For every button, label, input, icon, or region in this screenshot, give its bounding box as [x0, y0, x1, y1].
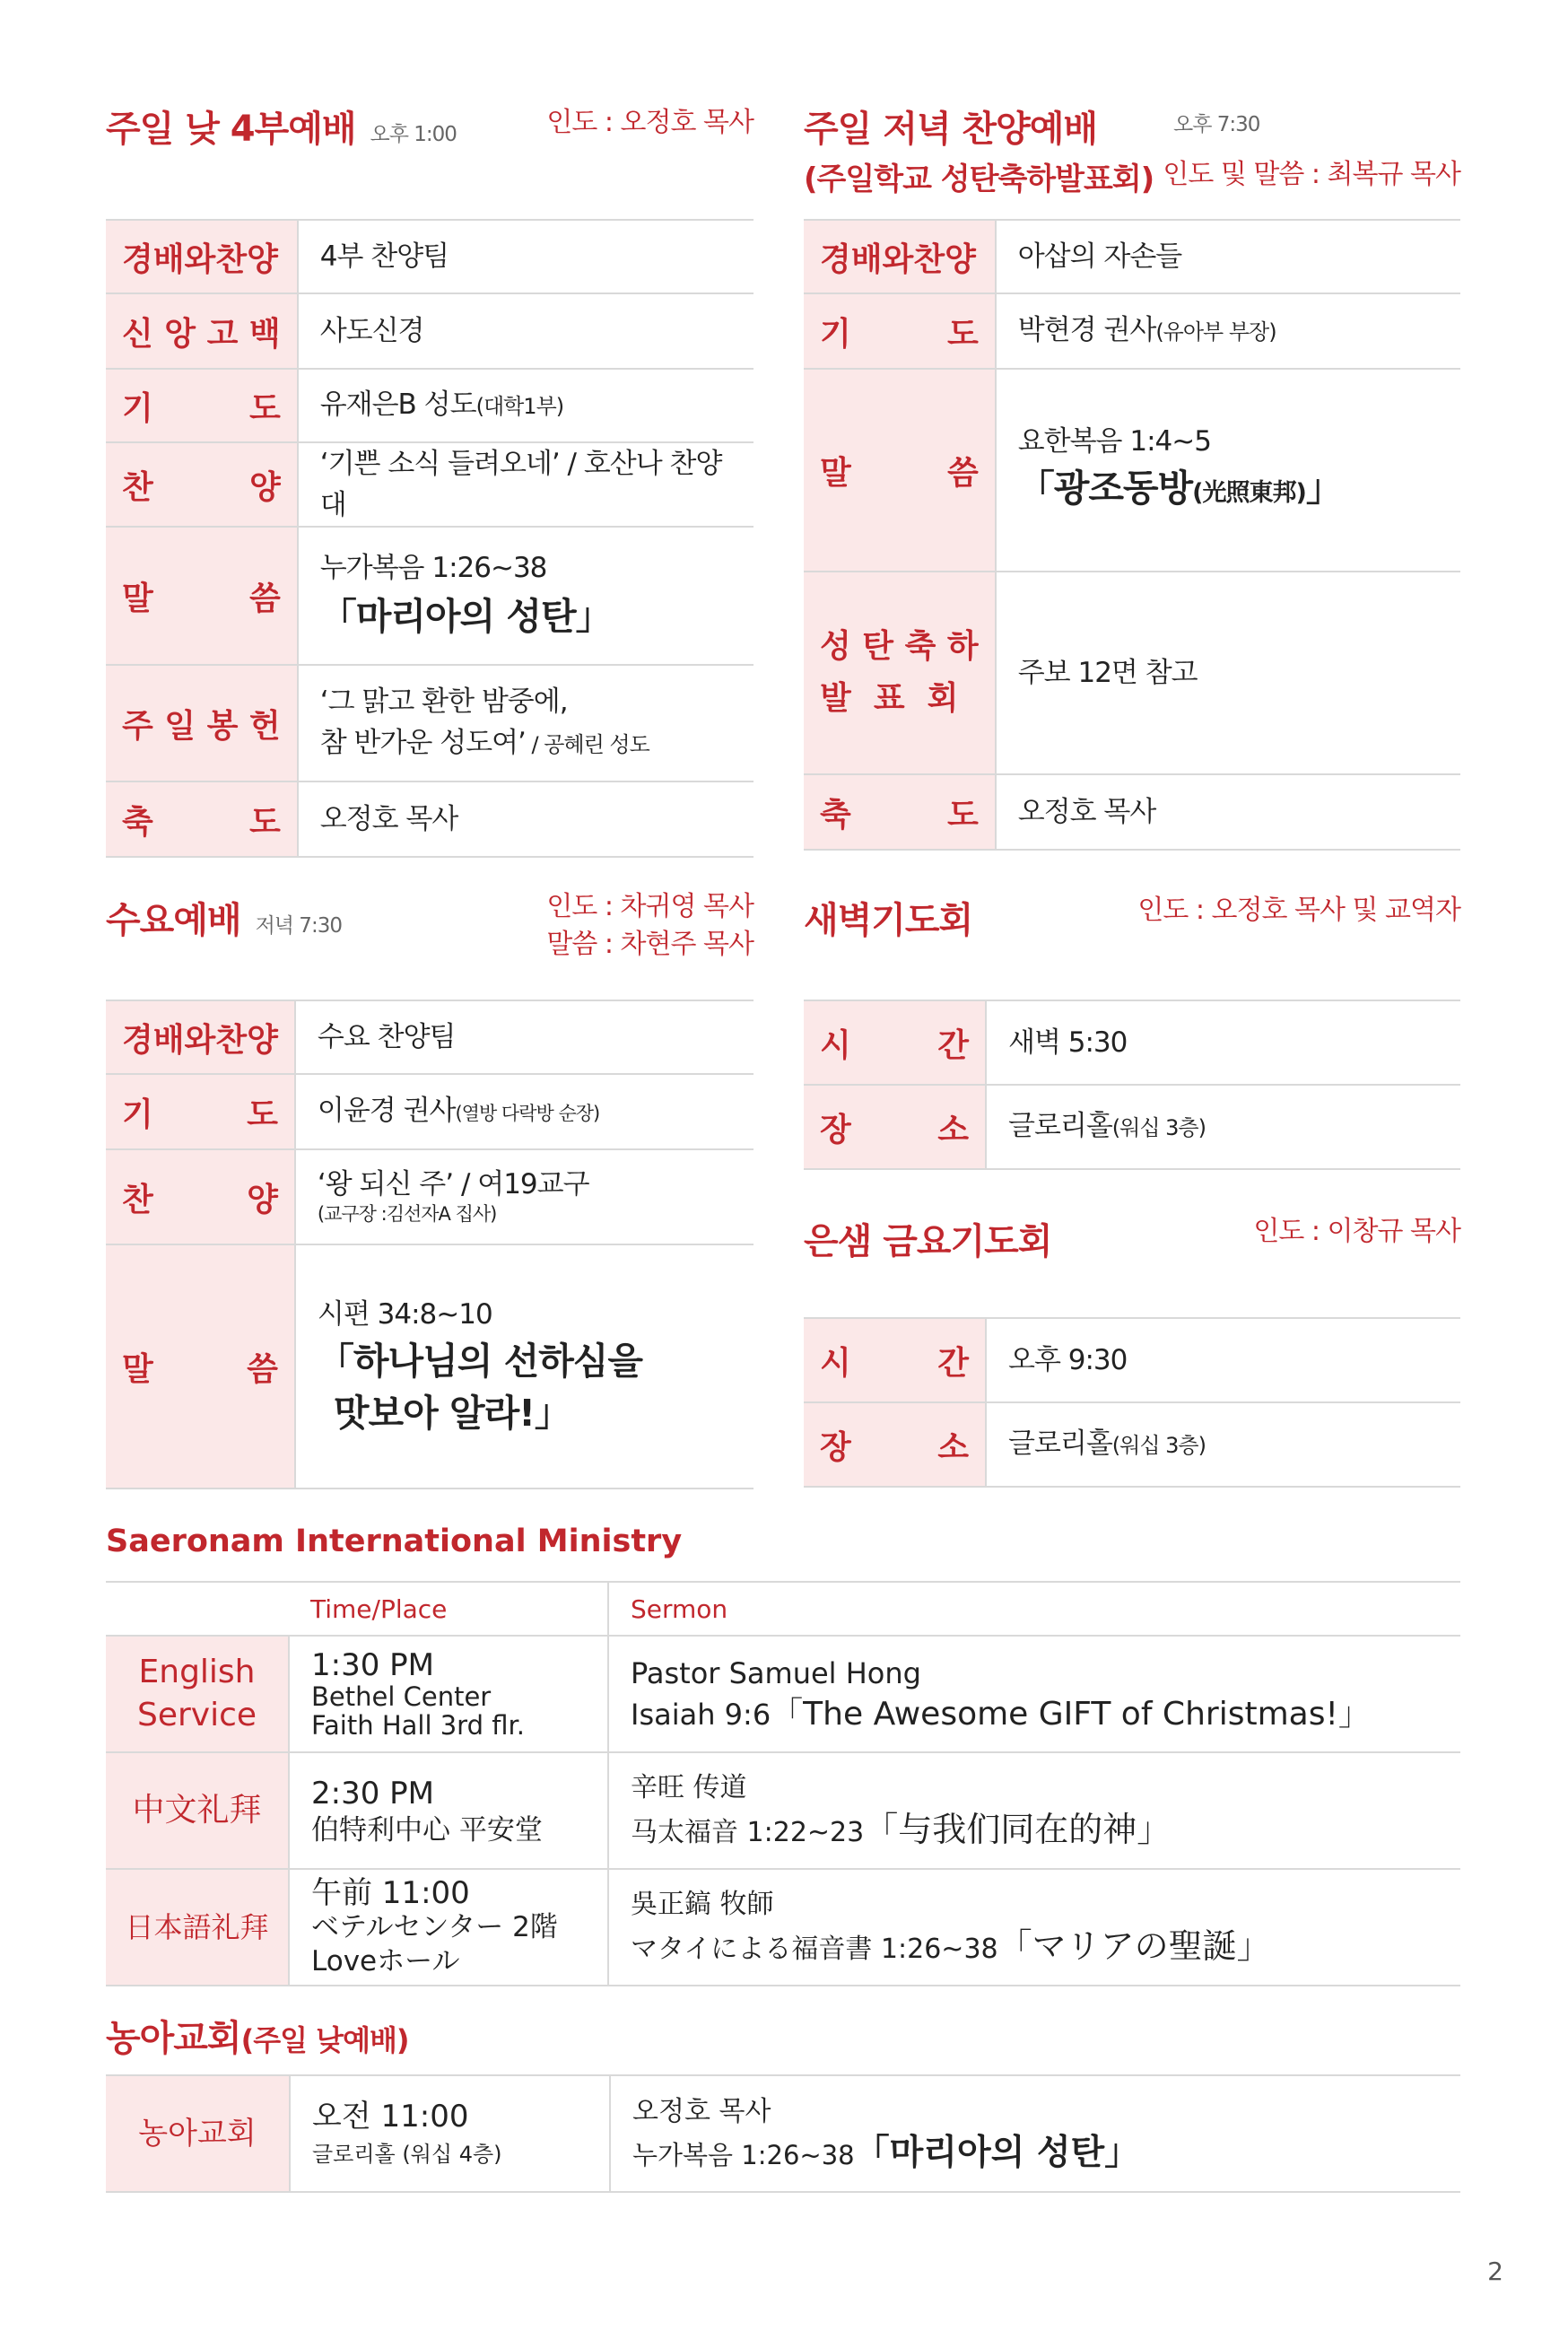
friday-title: 은샘 금요기도회 [804, 1221, 1052, 1262]
section-title-text: 주일 낮 4부예배 [106, 109, 356, 150]
dawn-table [804, 1000, 1460, 1170]
order-row [804, 1318, 1460, 1402]
deaf-label: 농아교회 [106, 2075, 290, 2192]
order-row [106, 781, 754, 857]
header-sermon: Sermon [608, 1582, 1460, 1636]
sermon-title: 「하나님의 선하심을 맛보아 알라!」 [317, 1340, 643, 1435]
order-value: 글로리홀(워십 3층) [986, 1085, 1460, 1169]
order-label: 축 도 [106, 781, 298, 857]
order-label: 장 소 [804, 1402, 986, 1487]
page-number: 2 [1487, 2257, 1503, 2286]
order-row [106, 1000, 754, 1074]
japanese-sermon: 吳正鎬 牧師 マタイによる福音書 1:26~38「マリアの聖誕」 [608, 1869, 1460, 1986]
deaf-table [106, 2074, 1460, 2193]
chinese-sermon: 辛旺 传道 马太福音 1:22~23「与我们同在的神」 [608, 1752, 1460, 1869]
order-row [106, 220, 754, 293]
sunday4-title [106, 100, 457, 152]
offering-line-2: 참 반가운 성도여’ / 공혜린 성도 [319, 727, 649, 759]
order-value: 오후 9:30 [986, 1318, 1460, 1402]
order-value: 주보 12면 참고 [996, 572, 1460, 774]
order-row [106, 1244, 754, 1489]
sermon-title: 「마리아의 성탄」 [319, 595, 612, 638]
order-value: 사도신경 [298, 293, 754, 369]
order-value: 글로리홀(워십 3층) [986, 1402, 1460, 1487]
chinese-service-label: 中文礼拜 [106, 1752, 289, 1869]
order-label: 말 씀 [804, 369, 996, 572]
order-label: 신 앙 고 백 [106, 293, 298, 369]
english-service-row [106, 1636, 1460, 1752]
order-label: 축 도 [804, 774, 996, 850]
deaf-title: 농아교회(주일 낮예배) [106, 2018, 409, 2059]
english-service-label: English Service [106, 1636, 289, 1752]
evening-time: 오후 7:30 [1173, 113, 1260, 136]
order-row [106, 293, 754, 369]
english-sermon: Pastor Samuel Hong Isaiah 9:6「The Awesome GIFT of Christmas!」 [608, 1636, 1460, 1752]
scripture-ref: 요한복음 1:4~5 [1017, 425, 1211, 458]
order-label: 성 탄 축 하 발 표 회 [804, 572, 996, 774]
evening-leader: 인도 및 말씀 : 최복규 목사 [1163, 159, 1460, 190]
sunday4-section [106, 99, 754, 852]
order-label: 장 소 [804, 1085, 986, 1169]
order-row [804, 1402, 1460, 1487]
wednesday-leader: 인도 : 차귀영 목사 말씀 : 차현주 목사 [546, 891, 754, 960]
order-value: 박현경 권사(유아부 부장) [996, 293, 1460, 369]
sermon-title: 「광조동방(光照東邦)」 [1017, 467, 1342, 510]
sermon-cell [295, 1244, 754, 1489]
friday-section [804, 1211, 1460, 1498]
wednesday-section [106, 888, 754, 1498]
english-time-place: 1:30 PM Bethel Center Faith Hall 3rd flr. [289, 1636, 608, 1752]
sermon-cell [298, 527, 754, 665]
order-label: 기 도 [106, 1074, 295, 1149]
deaf-row [106, 2075, 1460, 2192]
order-label: 말 씀 [106, 527, 298, 665]
scripture-ref: 누가복음 1:26~38 [319, 552, 547, 584]
evening-title: 주일 저녁 찬양예배 [804, 109, 1097, 150]
order-label: 경배와찬양 [804, 220, 996, 293]
sermon-cell [996, 369, 1460, 572]
order-value: 유재은B 성도(대학1부) [298, 369, 754, 442]
offering-cell [298, 665, 754, 781]
deaf-time-place: 오전 11:00 글로리홀 (워십 4층) [290, 2075, 610, 2192]
chinese-service-row [106, 1752, 1460, 1869]
dawn-title: 새벽기도회 [804, 900, 973, 941]
order-row [106, 1149, 754, 1244]
order-row [106, 527, 754, 665]
order-label: 기 도 [106, 369, 298, 442]
service-time: 오후 1:00 [370, 123, 457, 146]
order-row [106, 442, 754, 527]
order-row [106, 665, 754, 781]
order-row [804, 774, 1460, 850]
order-value: 새벽 5:30 [986, 1000, 1460, 1085]
order-label: 시 간 [804, 1000, 986, 1085]
header-time-place: Time/Place [289, 1582, 608, 1636]
order-value: 오정호 목사 [298, 781, 754, 857]
order-label: 말 씀 [106, 1244, 295, 1489]
order-row [804, 1085, 1460, 1169]
order-value: ‘기쁜 소식 들려오네’ / 호산나 찬양대 [298, 442, 754, 527]
order-label: 기 도 [804, 293, 996, 369]
friday-leader: 인도 : 이창규 목사 [1253, 1216, 1460, 1247]
scripture-ref: 시편 34:8~10 [317, 1298, 492, 1331]
dawn-leader: 인도 : 오정호 목사 및 교역자 [1137, 895, 1460, 926]
sunday-evening-section [804, 99, 1460, 852]
sunday4-order-table [106, 219, 754, 858]
order-row [106, 1074, 754, 1149]
service-time: 저녁 7:30 [255, 914, 342, 938]
friday-table [804, 1317, 1460, 1488]
order-value: 오정호 목사 [996, 774, 1460, 850]
offering-line-1: ‘그 맑고 환한 밤중에, [319, 685, 568, 718]
deaf-sermon: 오정호 목사 누가복음 1:26~38「마리아의 성탄」 [610, 2075, 1460, 2192]
japanese-service-label: 日本語礼拜 [106, 1869, 289, 1986]
sim-title: Saeronam International Ministry [106, 1523, 683, 1559]
order-row [804, 572, 1460, 774]
order-value: 아삽의 자손들 [996, 220, 1460, 293]
sim-table [106, 1581, 1460, 1986]
order-label: 경배와찬양 [106, 1000, 295, 1074]
order-row [106, 369, 754, 442]
evening-subtitle: (주일학교 성탄축하발표회) [804, 162, 1154, 197]
sim-header-row [106, 1582, 1460, 1636]
order-label: 찬 양 [106, 1149, 295, 1244]
order-label: 경배와찬양 [106, 220, 298, 293]
order-value: 4부 찬양팀 [298, 220, 754, 293]
order-row [804, 369, 1460, 572]
order-label: 주 일 봉 헌 [106, 665, 298, 781]
order-value: 수요 찬양팀 [295, 1000, 754, 1074]
wednesday-title: 수요예배 저녁 7:30 [106, 900, 342, 941]
order-row [804, 1000, 1460, 1085]
order-row [804, 293, 1460, 369]
order-row [804, 220, 1460, 293]
order-value: 이윤경 권사(열방 다락방 순장) [295, 1074, 754, 1149]
order-label: 찬 양 [106, 442, 298, 527]
praise-cell: ‘왕 되신 주’ / 여19교구 (교구장 :김선자A 집사) [295, 1149, 754, 1244]
sunday4-leader: 인도 : 오정호 목사 [546, 107, 754, 138]
order-label: 시 간 [804, 1318, 986, 1402]
japanese-service-row [106, 1869, 1460, 1986]
chinese-time-place: 2:30 PM 伯特利中心 平安堂 [289, 1752, 608, 1869]
wednesday-order-table [106, 1000, 754, 1489]
evening-order-table [804, 219, 1460, 851]
japanese-time-place: 午前 11:00 ベテルセンター 2階 Loveホール [289, 1869, 608, 1986]
dawn-section [804, 888, 1460, 1175]
